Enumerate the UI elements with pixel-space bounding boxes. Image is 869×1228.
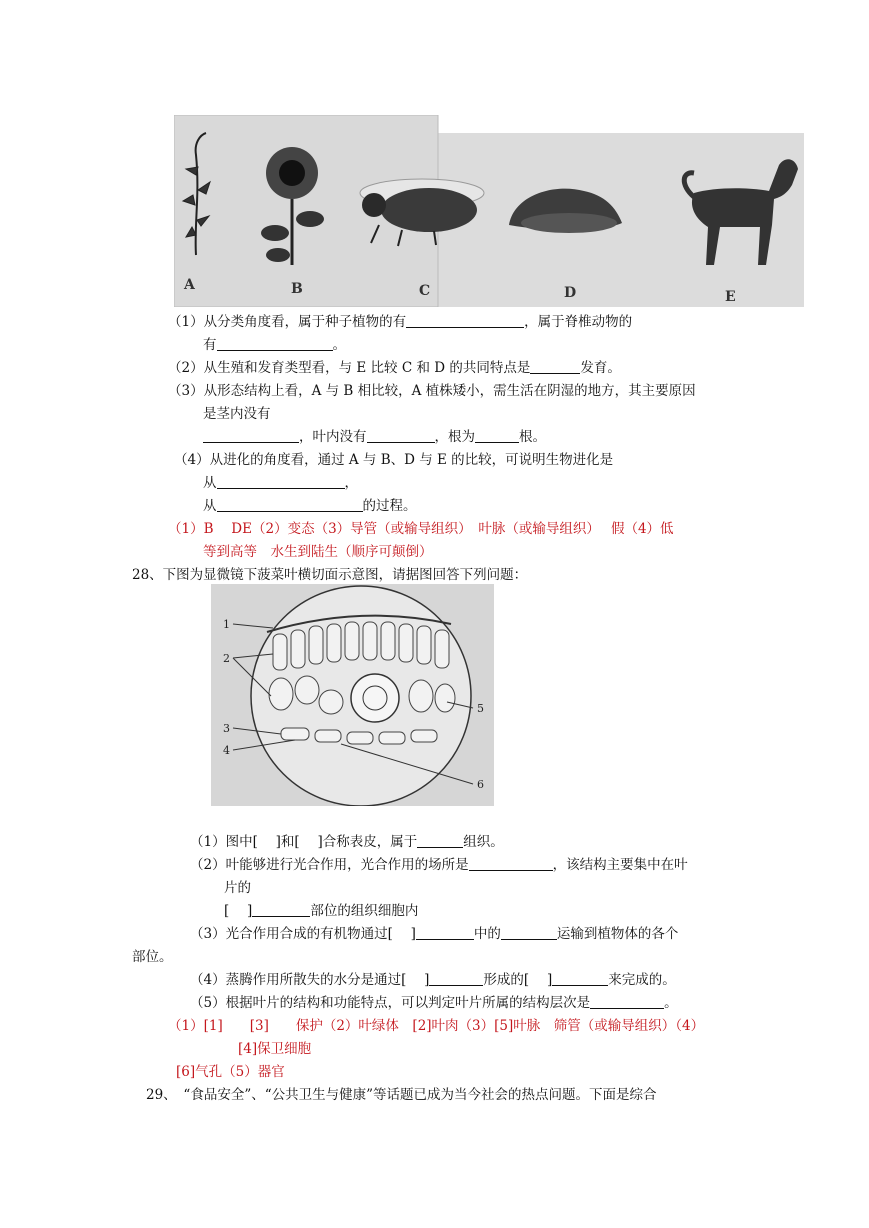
q27-line1: （1）从分类角度看，属于种子植物的有 ，属于脊椎动物的 bbox=[168, 314, 633, 330]
label-e: E bbox=[725, 289, 736, 305]
q29-line1: 29、 “食品安全”、“公共卫生与健康”等话题已成为当今社会的热点问题。下面是综合 bbox=[146, 1087, 657, 1103]
answer-blank[interactable] bbox=[429, 972, 483, 987]
q27-answer-line2: 等到高等 水生到陆生（顺序可颠倒） bbox=[203, 544, 433, 560]
q28-line3: （3）光合作用合成的有机物通过[ ] 中的 运输到植物体的各个 bbox=[190, 926, 679, 942]
q28-title: 28、下图为显微镜下菠菜叶横切面示意图，请据图回答下列问题： bbox=[132, 567, 528, 583]
label-c: C bbox=[419, 283, 431, 299]
q28-line3-cont: 部位。 bbox=[132, 949, 173, 965]
answer-blank[interactable] bbox=[469, 857, 553, 872]
answer-blank[interactable] bbox=[203, 429, 299, 444]
organisms-figure bbox=[174, 115, 804, 307]
answer-blank[interactable] bbox=[416, 926, 474, 941]
answer-blank[interactable] bbox=[252, 903, 310, 918]
q27-line3-blanks: ，叶内没有 ，根为 根。 bbox=[203, 425, 546, 445]
label-3: 3 bbox=[223, 722, 230, 735]
answer-blank[interactable] bbox=[217, 337, 333, 352]
answer-blank[interactable] bbox=[406, 314, 524, 329]
answer-blank[interactable] bbox=[217, 475, 345, 490]
q28-line4: （4）蒸腾作用所散失的水分是通过[ ] 形成的[ ] 来完成的。 bbox=[190, 972, 676, 988]
q27-line2: （2）从生殖和发育类型看，与 E 比较 C 和 D 的共同特点是 发育。 bbox=[168, 360, 621, 376]
q27-line3-cont: 是茎内没有 bbox=[203, 406, 271, 422]
label-4: 4 bbox=[223, 744, 230, 757]
label-d: D bbox=[564, 285, 577, 301]
answer-blank[interactable] bbox=[501, 926, 557, 941]
answer-blank[interactable] bbox=[217, 498, 363, 513]
q28-line2: （2）叶能够进行光合作用，光合作用的场所是 ，该结构主要集中在叶 bbox=[190, 857, 688, 873]
label-2: 2 bbox=[223, 652, 230, 665]
q28-answer-line1: （1）[1] [3] 保护（2）叶绿体 [2]叶肉（3）[5]叶脉 筛管（或输导组织）（4） bbox=[168, 1018, 705, 1034]
q28-line5: （5）根据叶片的结构和功能特点，可以判定叶片所属的结构层次是 。 bbox=[190, 995, 678, 1011]
q28-line2-cont: 片的 bbox=[224, 880, 251, 896]
label-5: 5 bbox=[477, 702, 484, 715]
q27-line4-cont2: 从 的过程。 bbox=[203, 498, 417, 514]
q27-answer-line1: （1）B DE（2）变态（3）导管（或输导组织） 叶脉（或输导组织） 假（4）低 bbox=[168, 521, 674, 537]
answer-blank[interactable] bbox=[552, 972, 608, 987]
q27-line1-cont: 有 。 bbox=[203, 337, 346, 353]
q28-answer-line3: [6]气孔（5）器官 bbox=[176, 1064, 285, 1080]
answer-blank[interactable] bbox=[475, 429, 519, 444]
q27-line4: （4）从进化的角度看，通过 A 与 B、D 与 E 的比较，可说明生物进化是 bbox=[174, 452, 614, 468]
q28-line1: （1）图中[ ]和[ ]合称表皮，属于 组织。 bbox=[190, 834, 504, 850]
q28-answer-line2: [4]保卫细胞 bbox=[238, 1041, 312, 1057]
label-6: 6 bbox=[477, 778, 484, 791]
q27-line4-cont: 从 ， bbox=[203, 475, 358, 491]
leaf-section-figure bbox=[211, 584, 494, 806]
answer-blank[interactable] bbox=[417, 834, 463, 849]
q27-line3: （3）从形态结构上看，A 与 B 相比较，A 植株矮小，需生活在阴湿的地方，其主要原因 bbox=[168, 383, 696, 399]
q28-line2-cont2: [ ] 部位的组织细胞内 bbox=[224, 903, 419, 919]
answer-blank[interactable] bbox=[530, 360, 580, 375]
label-a: A bbox=[184, 277, 195, 293]
answer-blank[interactable] bbox=[367, 429, 435, 444]
label-b: B bbox=[291, 281, 303, 297]
answer-blank[interactable] bbox=[590, 995, 664, 1010]
label-1: 1 bbox=[223, 618, 230, 631]
